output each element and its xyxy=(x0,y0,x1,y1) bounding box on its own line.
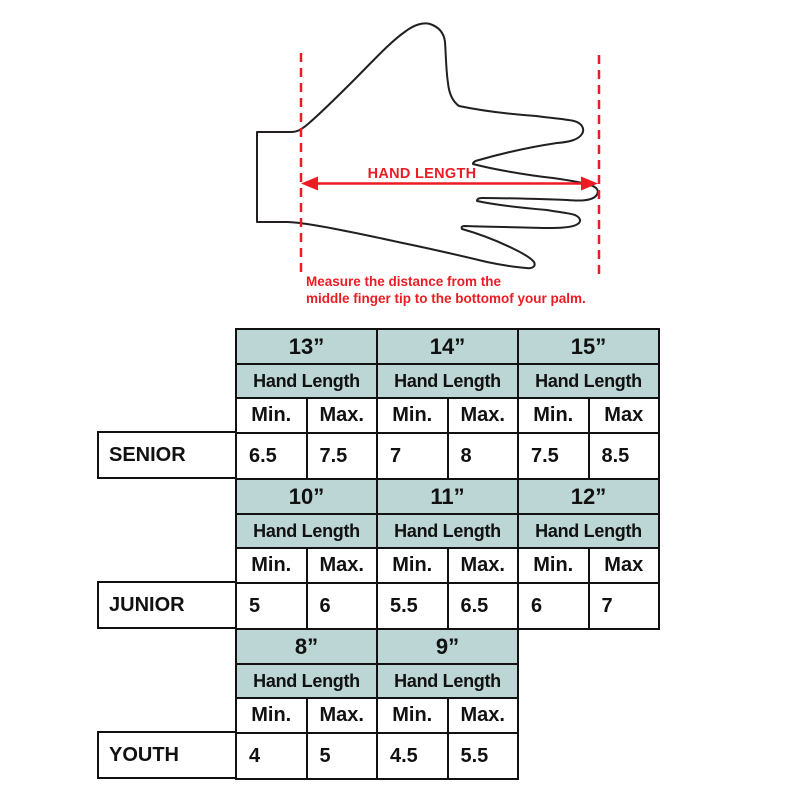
min-header-cell: Min. xyxy=(518,398,589,433)
size-header-cell: 13” xyxy=(236,329,377,364)
max-header-cell: Max. xyxy=(448,548,519,583)
min-header-cell: Min. xyxy=(236,398,307,433)
senior-label: SENIOR xyxy=(97,431,237,479)
max-header-cell: Max. xyxy=(448,398,519,433)
measure-instruction xyxy=(306,273,586,307)
min-header-cell: Min. xyxy=(377,698,448,733)
max-header-cell: Max. xyxy=(307,548,378,583)
value-cell: 5.5 xyxy=(448,733,519,779)
value-cell: 4.5 xyxy=(377,733,448,779)
hand-diagram xyxy=(0,0,800,320)
hand-outline xyxy=(257,23,598,268)
junior-size-table xyxy=(235,478,660,630)
hand-length-header-cell: Hand Length xyxy=(236,364,377,398)
min-header-cell: Min. xyxy=(377,398,448,433)
size-header-cell: 10” xyxy=(236,479,377,514)
min-header-cell: Min. xyxy=(236,698,307,733)
value-cell: 6.5 xyxy=(448,583,519,629)
max-header-cell: Max. xyxy=(448,698,519,733)
value-cell: 6 xyxy=(307,583,378,629)
min-header-cell: Min. xyxy=(518,548,589,583)
senior-size-table xyxy=(235,328,660,480)
value-cell: 6.5 xyxy=(236,433,307,479)
measure-instruction-line1: Measure the distance from the xyxy=(306,274,502,289)
hand-length-label: HAND LENGTH xyxy=(367,166,477,182)
youth-size-table xyxy=(235,628,519,780)
value-cell: 6 xyxy=(518,583,589,629)
measure-instruction-line2: middle finger tip to the bottomof your palm. xyxy=(306,291,586,306)
junior-label: JUNIOR xyxy=(97,581,237,629)
value-cell: 8 xyxy=(448,433,519,479)
hand-length-header-cell: Hand Length xyxy=(518,364,659,398)
value-cell: 5.5 xyxy=(377,583,448,629)
max-header-cell: Max xyxy=(589,398,660,433)
value-cell: 7.5 xyxy=(307,433,378,479)
max-header-cell: Max xyxy=(589,548,660,583)
size-header-cell: 8” xyxy=(236,629,377,664)
youth-label: YOUTH xyxy=(97,731,237,779)
value-cell: 5 xyxy=(236,583,307,629)
hand-length-header-cell: Hand Length xyxy=(236,514,377,548)
value-cell: 7.5 xyxy=(518,433,589,479)
value-cell: 8.5 xyxy=(589,433,660,479)
size-header-cell: 15” xyxy=(518,329,659,364)
hand-length-header-cell: Hand Length xyxy=(377,364,518,398)
size-header-cell: 12” xyxy=(518,479,659,514)
size-header-cell: 11” xyxy=(377,479,518,514)
hand-length-header-cell: Hand Length xyxy=(518,514,659,548)
hand-length-header-cell: Hand Length xyxy=(236,664,377,698)
max-header-cell: Max. xyxy=(307,398,378,433)
value-cell: 4 xyxy=(236,733,307,779)
value-cell: 7 xyxy=(589,583,660,629)
hand-length-header-cell: Hand Length xyxy=(377,664,518,698)
size-header-cell: 14” xyxy=(377,329,518,364)
value-cell: 5 xyxy=(307,733,378,779)
size-header-cell: 9” xyxy=(377,629,518,664)
min-header-cell: Min. xyxy=(236,548,307,583)
value-cell: 7 xyxy=(377,433,448,479)
max-header-cell: Max. xyxy=(307,698,378,733)
hand-length-header-cell: Hand Length xyxy=(377,514,518,548)
min-header-cell: Min. xyxy=(377,548,448,583)
